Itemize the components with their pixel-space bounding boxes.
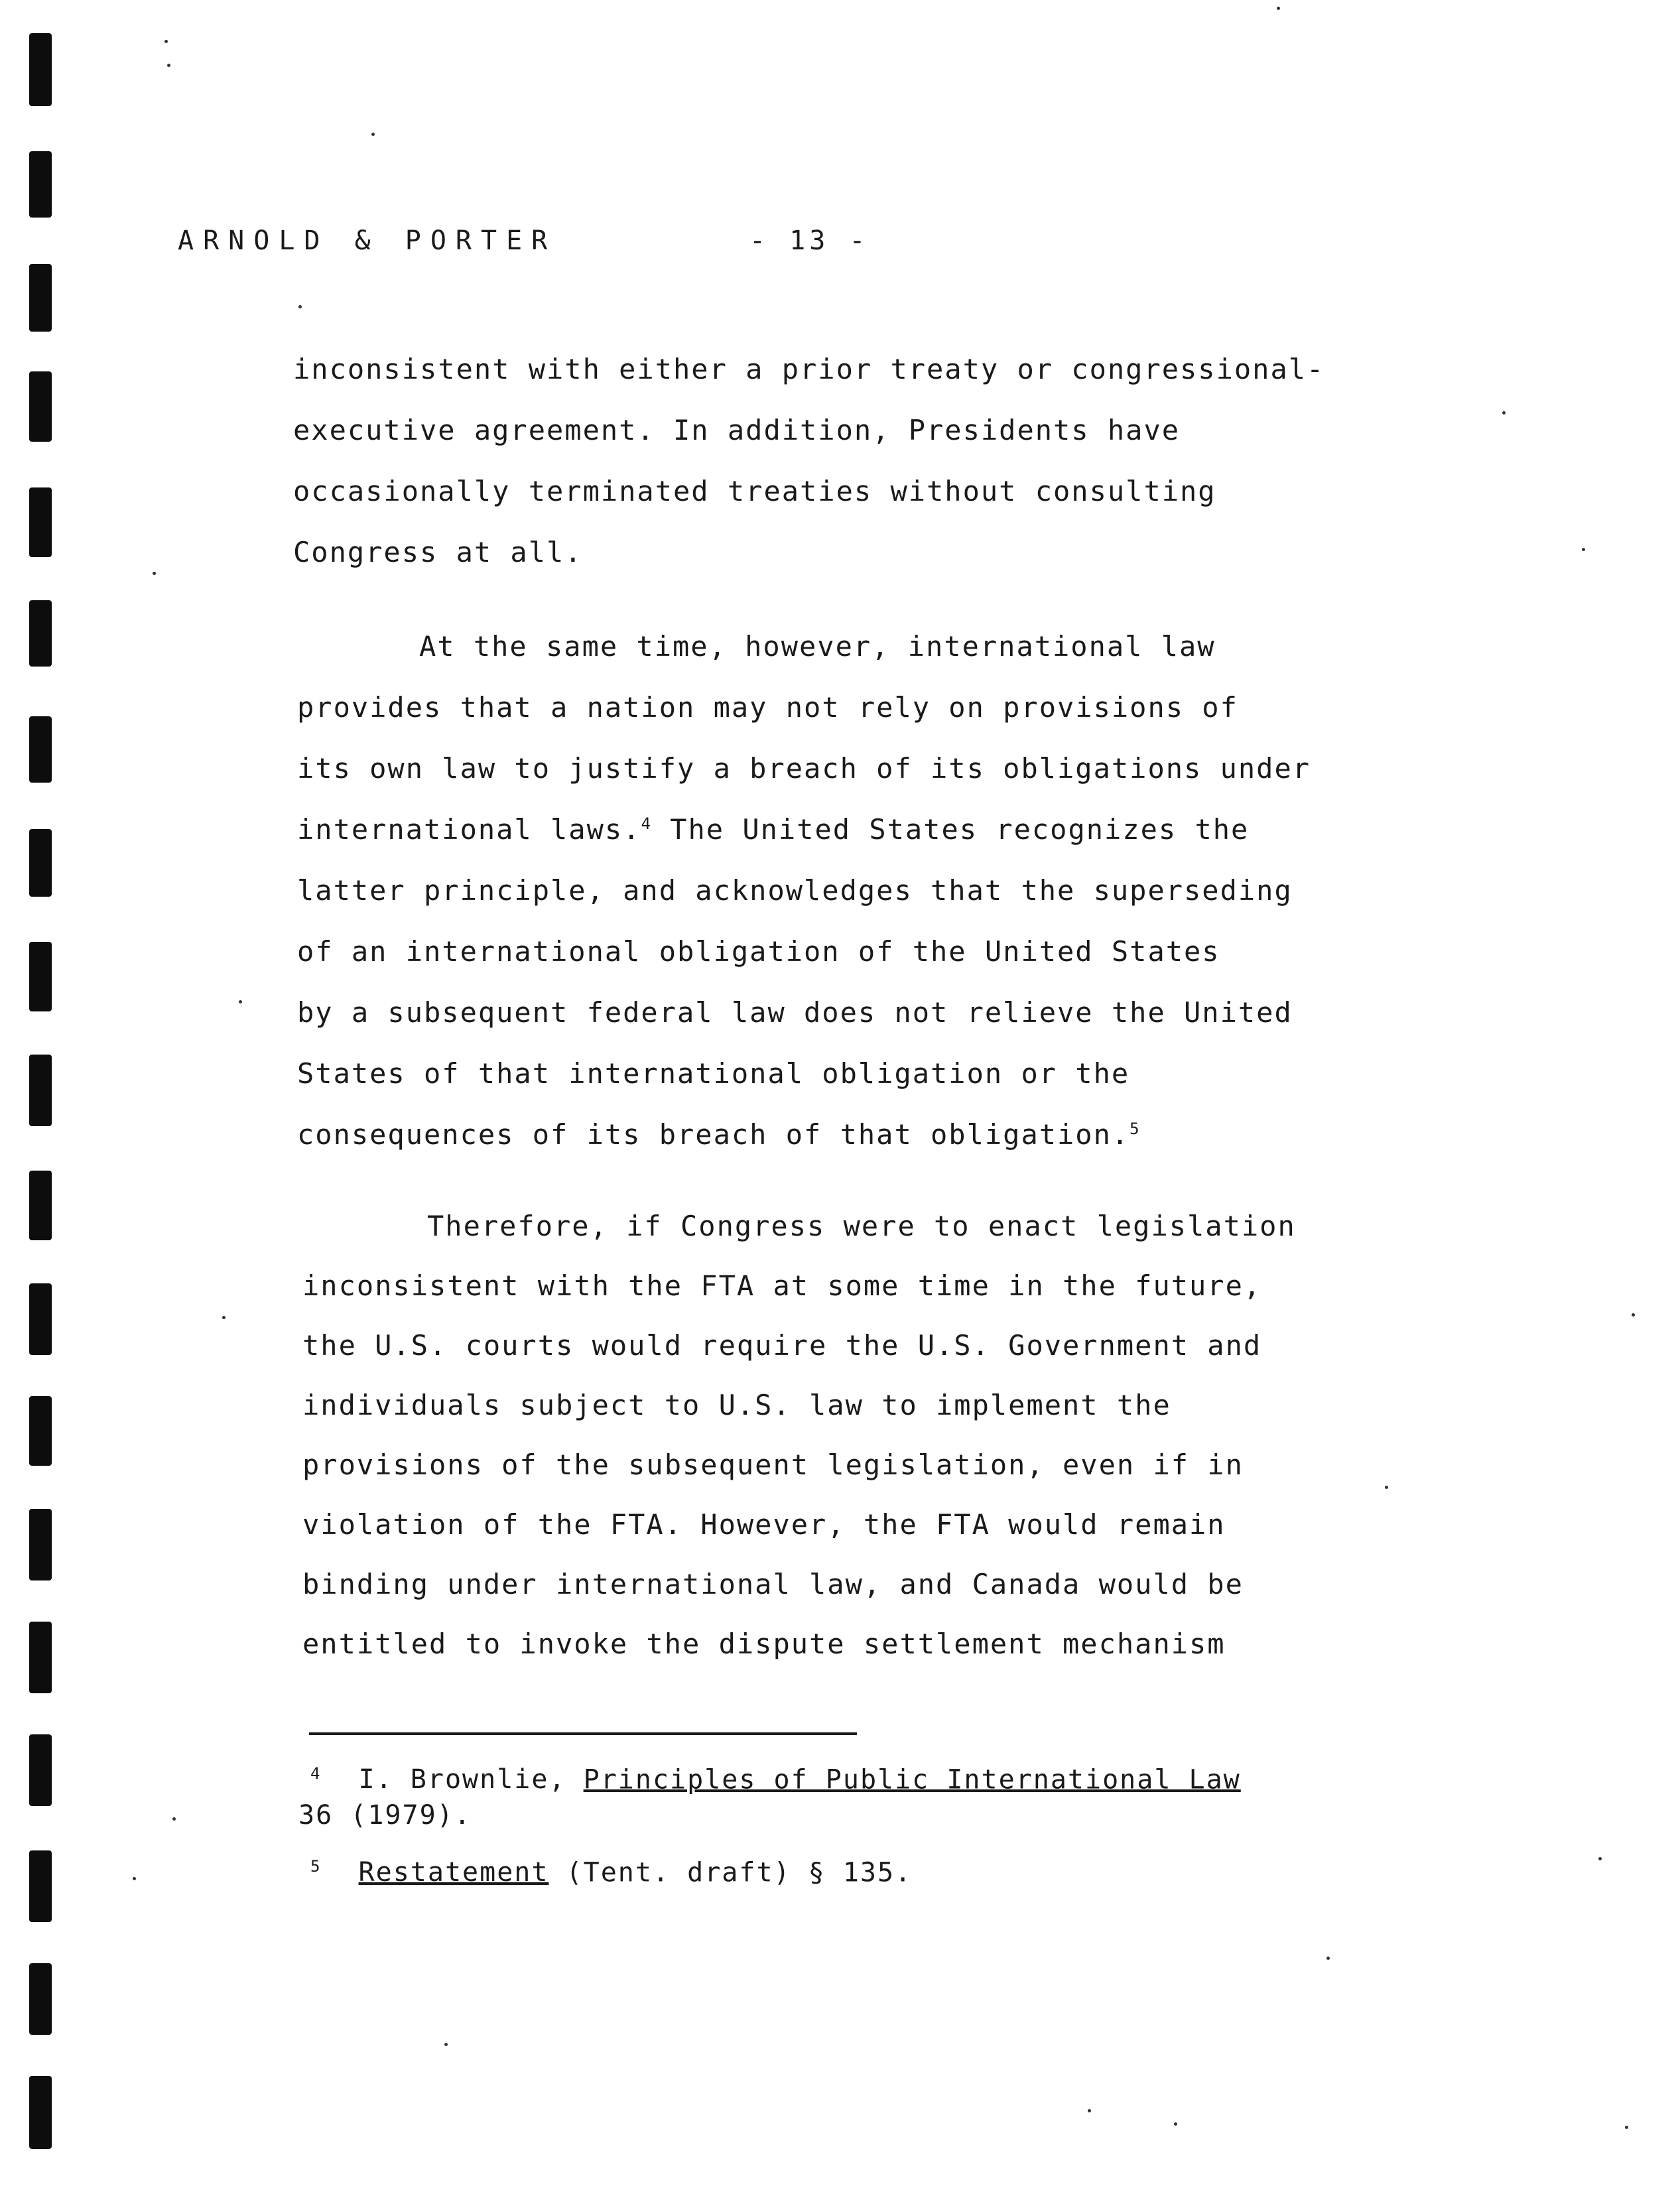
binder-mark (29, 264, 52, 332)
body-line: executive agreement. In addition, Presidents have (293, 414, 1181, 446)
body-line: its own law to justify a breach of its obligations under (297, 752, 1311, 785)
page-number: - 13 - (749, 226, 870, 256)
scan-speck (1385, 1486, 1388, 1489)
footnote-title: Principles of Public International Law (583, 1764, 1241, 1795)
binder-mark (29, 1171, 52, 1240)
body-line: binding under international law, and Canada would be (302, 1568, 1244, 1600)
body-line: violation of the FTA. However, the FTA would remain (302, 1508, 1226, 1541)
binder-mark (29, 1850, 52, 1922)
body-line: of an international obligation of the United States (297, 935, 1220, 968)
binder-mark (29, 1963, 52, 2035)
body-line: occasionally terminated treaties without consulting (293, 475, 1216, 507)
body-line: provides that a nation may not rely on provisions of (297, 691, 1238, 724)
body-line: the U.S. courts would require the U.S. Government and (302, 1329, 1262, 1362)
binder-mark (29, 1509, 52, 1581)
footnote-5 (310, 1857, 912, 1888)
body-line: entitled to invoke the dispute settlement mechanism (302, 1628, 1226, 1660)
body-line: provisions of the subsequent legislation, even if in (302, 1449, 1244, 1481)
binder-mark (29, 1734, 52, 1806)
binder-mark (29, 1396, 52, 1466)
body-line: latter principle, and acknowledges that the superseding (297, 874, 1293, 907)
footnote-ref[interactable]: 5 (1130, 1120, 1141, 1138)
binder-mark (29, 1622, 52, 1693)
scan-speck (1277, 7, 1280, 10)
footnote-divider (309, 1732, 857, 1735)
scan-speck (133, 1877, 136, 1880)
footnote-title: Restatement (358, 1857, 549, 1888)
binder-mark (29, 371, 52, 442)
scan-speck (153, 572, 156, 575)
body-line: inconsistent with either a prior treaty or congressional- (293, 353, 1325, 385)
body-line: inconsistent with the FTA at some time in the future, (302, 1269, 1262, 1302)
binder-mark (29, 2076, 52, 2149)
body-line: At the same time, however, international law (419, 630, 1216, 663)
footnote-author: I. Brownlie, (358, 1764, 584, 1795)
body-line: by a subsequent federal law does not relieve the United (297, 996, 1293, 1029)
binder-mark (29, 487, 52, 557)
binder-mark (29, 33, 52, 106)
footnote-text: (Tent. draft) § 135. (549, 1857, 913, 1888)
scan-speck (1326, 1957, 1330, 1960)
body-line: Congress at all. (293, 536, 583, 568)
binder-mark (29, 151, 52, 218)
scan-speck (1088, 2109, 1091, 2112)
body-line (297, 813, 1249, 846)
binder-mark (29, 1283, 52, 1355)
scan-speck (1174, 2122, 1177, 2126)
scan-speck (1625, 2126, 1628, 2129)
footnote-4 (310, 1764, 1241, 1795)
binder-mark (29, 716, 52, 783)
binder-mark (29, 942, 52, 1011)
body-line: States of that international obligation or the (297, 1057, 1130, 1090)
firm-name: ARNOLD & PORTER (178, 226, 557, 256)
scan-speck (1598, 1857, 1602, 1860)
scan-speck (167, 64, 170, 67)
binder-mark (29, 600, 52, 667)
footnote-marker: 4 (310, 1764, 322, 1783)
binder-mark (29, 829, 52, 897)
body-text: The United States recognizes the (651, 813, 1250, 846)
scan-speck (1582, 548, 1585, 551)
footnote-4-cont: 36 (1979). (298, 1800, 472, 1831)
body-text: international laws. (297, 813, 641, 846)
scan-speck (222, 1316, 226, 1319)
body-line: Therefore, if Congress were to enact legislation (427, 1210, 1296, 1242)
scan-speck (444, 2043, 448, 2046)
scan-speck (172, 1817, 176, 1821)
scan-speck (1632, 1313, 1635, 1317)
body-line (297, 1118, 1141, 1151)
scan-speck (239, 1000, 242, 1003)
scan-speck (1502, 411, 1506, 415)
body-line: individuals subject to U.S. law to implement the (302, 1389, 1171, 1421)
scan-speck (371, 133, 375, 136)
binder-mark (29, 1055, 52, 1126)
scan-speck (298, 305, 302, 308)
scan-speck (164, 40, 168, 43)
footnote-marker: 5 (310, 1857, 322, 1876)
footnote-ref[interactable]: 4 (641, 814, 652, 833)
body-text: consequences of its breach of that obligation. (297, 1118, 1130, 1151)
